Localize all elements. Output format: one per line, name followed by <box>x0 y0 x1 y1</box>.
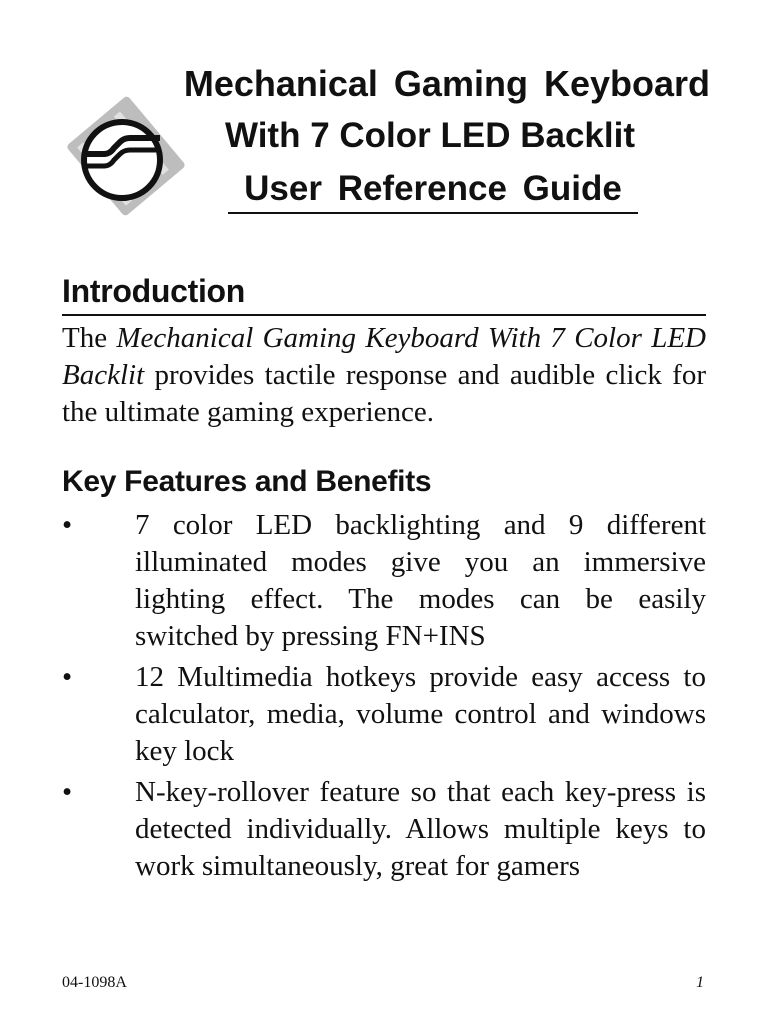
title-line-3: User Reference Guide <box>228 166 638 214</box>
intro-product-name: Mechanical Gaming Keyboard With 7 Color LED Backlit <box>62 322 706 391</box>
bullet-dot-icon: • <box>62 509 73 541</box>
title-line-1: Mechanical Gaming Keyboard <box>183 63 710 104</box>
intro-text-prefix: The <box>62 322 117 354</box>
feature-item-text: 7 color LED backlighting and 9 different illuminated modes give you an immersive lighting effect. The modes can be easily switched by pressing FN+INS <box>135 509 706 652</box>
feature-item <box>62 774 706 885</box>
feature-item <box>62 507 706 655</box>
title-line-2: With 7 Color LED Backlit <box>224 116 635 155</box>
page-number: 1 <box>696 974 704 991</box>
features-heading: Key Features and Benefits <box>62 465 432 498</box>
document-code: 04-1098A <box>62 974 127 991</box>
intro-text-suffix: provides tactile response and audible click for the ultimate gaming experience. <box>62 359 706 428</box>
introduction-paragraph <box>62 320 706 431</box>
siig-logo-icon <box>64 96 188 216</box>
features-list <box>62 507 706 889</box>
bullet-dot-icon: • <box>62 661 73 693</box>
feature-item-text: 12 Multimedia hotkeys provide easy access to calculator, media, volume control and windows key lock <box>135 661 706 767</box>
feature-item-text: N-key-rollover feature so that each key-press is detected individually. Allows multiple keys to work simultaneously, great for gamers <box>135 776 706 882</box>
feature-item <box>62 659 706 770</box>
bullet-dot-icon: • <box>62 776 73 808</box>
introduction-heading: Introduction <box>62 270 706 316</box>
